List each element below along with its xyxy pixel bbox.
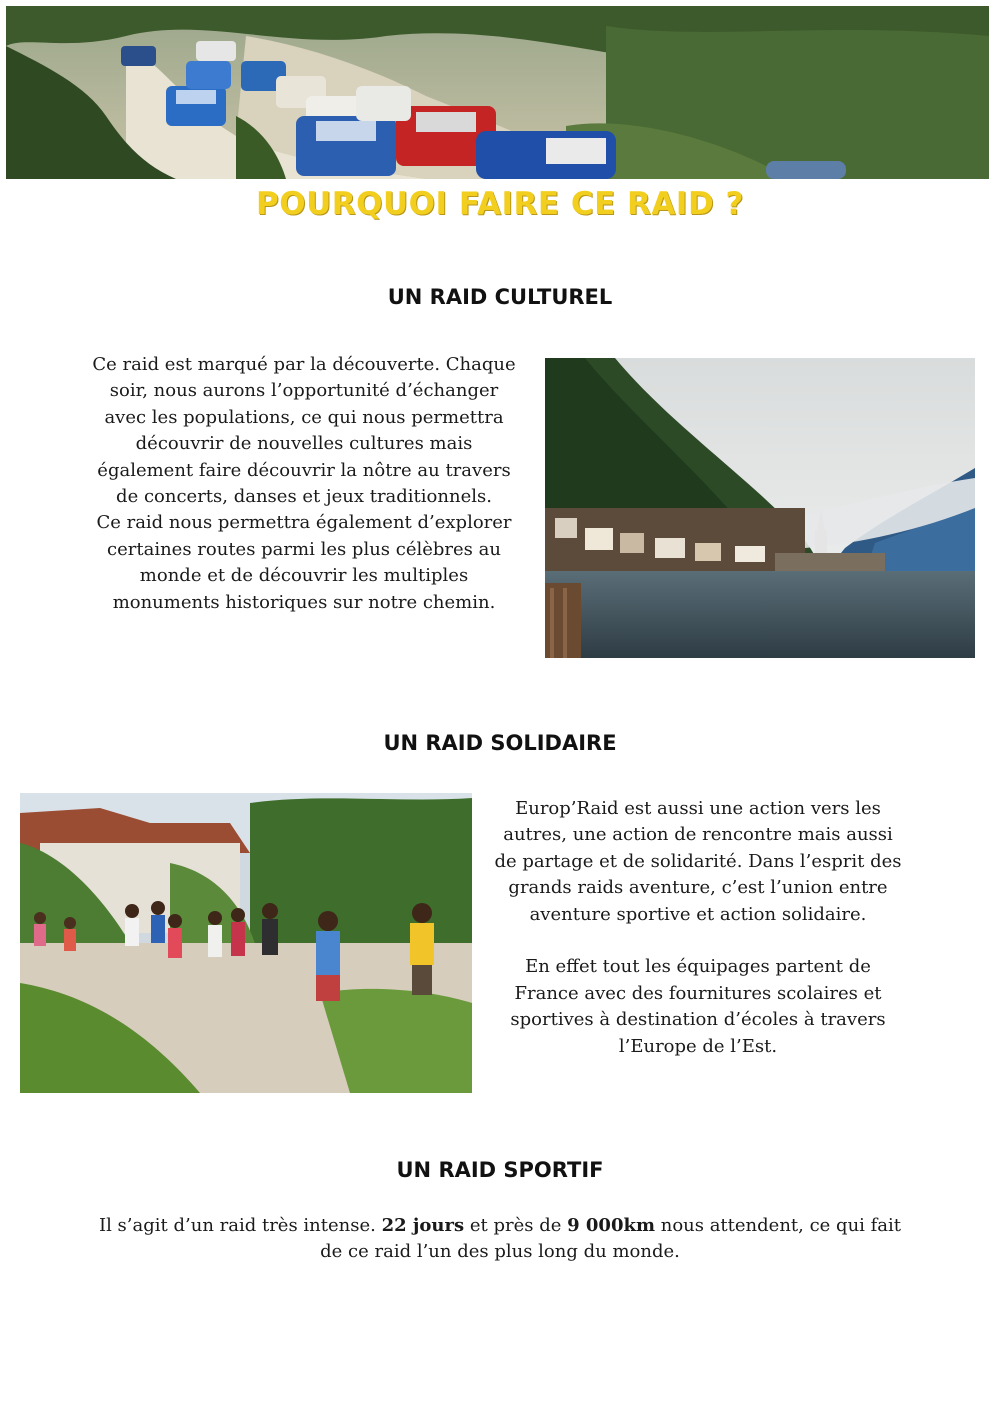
sportif-distance: 9 000km: [567, 1215, 655, 1236]
photo-children-running: [20, 793, 472, 1093]
banner-photo-rally-cars: [6, 6, 989, 179]
sportif-days: 22 jours: [381, 1215, 465, 1236]
culturel-paragraph-1: Ce raid est marqué par la découverte. Chaque soir, nous aurons l’opportunité d’échanger avec les populations, ce qui nous permettra découvrir de nouvelles cultures mais également faire découvrir la nôtre au travers de concerts, danses et jeux traditionnels.: [92, 354, 516, 508]
section-title-solidaire: UN RAID SOLIDAIRE: [383, 731, 617, 755]
culturel-text: [88, 352, 520, 616]
sportif-paragraph: [95, 1213, 905, 1266]
solidaire-text: [492, 796, 904, 1060]
solidaire-paragraph-1: Europ’Raid est aussi une action vers les autres, une action de rencontre mais aussi de partage et de solidarité. Dans l’esprit des grands raids aventure, c’est l’union entre aventure sportive et action solidaire.: [494, 798, 902, 925]
sportif-text-before: Il s’agit d’un raid très intense.: [98, 1215, 382, 1236]
culturel-paragraph-2: Ce raid nous permettra également d’explorer certaines routes parmi les plus célèbres au monde et de découvrir les multiples monuments historiques sur notre chemin.: [96, 512, 512, 613]
sportif-text-after: nous attendent, ce qui fait de ce raid l’un des plus long du monde.: [320, 1215, 902, 1263]
page-title: POURQUOI FAIRE CE RAID ?: [256, 186, 744, 222]
section-title-culturel: UN RAID CULTUREL: [387, 285, 613, 309]
photo-lakeside-village: [545, 358, 975, 658]
section-title-sportif: UN RAID SPORTIF: [396, 1158, 604, 1182]
solidaire-paragraph-2: En effet tout les équipages partent de France avec des fournitures scolaires et sportives à destination d’écoles à travers l’Europe de l’Est.: [510, 956, 886, 1057]
sportif-text-between: et près de: [464, 1215, 568, 1236]
sportif-text: [95, 1213, 905, 1266]
